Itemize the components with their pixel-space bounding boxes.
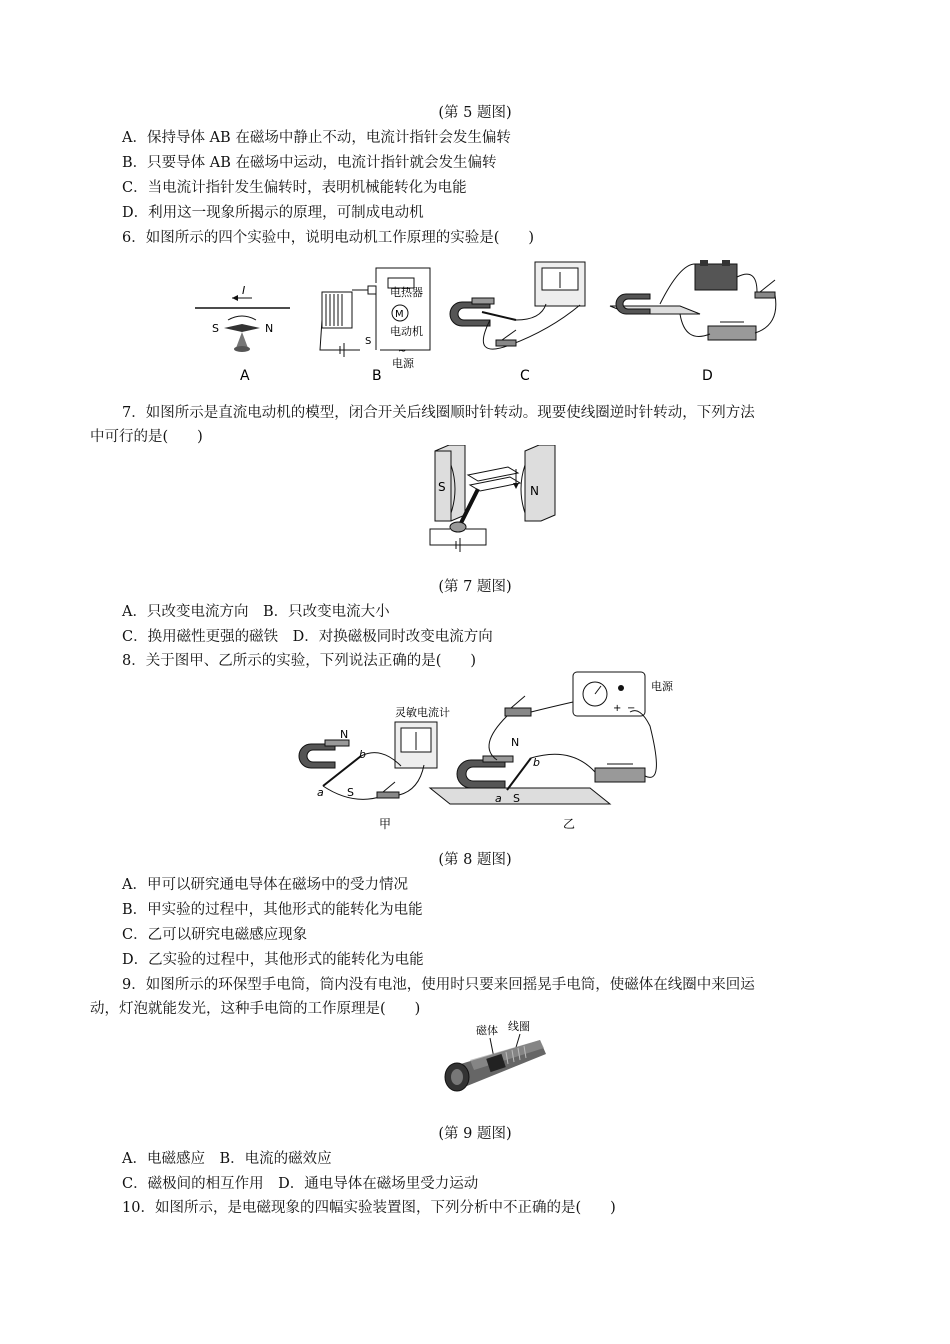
q8-option-b: B．甲实验的过程中，其他形式的能转化为电能: [122, 902, 423, 918]
q9-coil-label: 线圈: [508, 1020, 530, 1033]
q8-jia-n: N: [340, 728, 349, 741]
q5-option-b: B．只要导体 AB 在磁场中运动，电流计指针就会发生偏转: [122, 155, 497, 171]
q8-label-yi: 乙: [563, 817, 576, 831]
q6-fig-a: [195, 284, 290, 352]
q6-label-d: D: [702, 368, 713, 384]
q9-option-ab: A．电磁感应 B．电流的磁效应: [122, 1151, 332, 1167]
q8-yi-n: N: [511, 736, 520, 749]
q7-stem-line1: 7．如图所示是直流电动机的模型，闭合开关后线圈顺时针转动。现要使线圈逆时针转动，下列方法: [122, 405, 755, 421]
q8-option-c: C．乙可以研究电磁感应现象: [122, 927, 308, 943]
q6-motor-m: M: [395, 309, 404, 320]
q6-s-label: S: [212, 322, 219, 335]
q8-galvanometer-label: 灵敏电流计: [395, 706, 450, 719]
q8-label-jia: 甲: [379, 817, 392, 831]
q8-power-label: 电源: [651, 680, 673, 693]
q6-stem: 6．如图所示的四个实验中，说明电动机工作原理的实验是( ): [122, 230, 535, 246]
q8-jia-b: b: [359, 748, 366, 761]
q6-fig-b: [320, 268, 430, 370]
q5-caption: (第 5 题图): [438, 105, 512, 121]
q6-label-a: A: [240, 368, 250, 384]
q8-jia-s: S: [347, 786, 354, 799]
q6-label-c: C: [520, 368, 530, 384]
q9-stem-line2: 动，灯泡就能发光，这种手电筒的工作原理是( ): [90, 1001, 421, 1017]
q6-power-label: 电源: [392, 357, 414, 370]
q6-fig-c: [450, 262, 585, 349]
q8-figure: [295, 668, 695, 838]
q9-option-cd: C．磁极间的相互作用 D．通电导体在磁场里受力运动: [122, 1176, 479, 1192]
q6-label-b: B: [372, 368, 382, 384]
q7-stem-line2: 中可行的是( ): [90, 429, 203, 445]
q8-caption: (第 8 题图): [438, 852, 512, 868]
q9-flashlight-figure: [440, 1016, 550, 1094]
q5-option-a: A．保持导体 AB 在磁场中静止不动，电流计指针会发生偏转: [122, 130, 511, 146]
q6-ac-symbol: ~: [398, 346, 407, 357]
q6-motor-label: 电动机: [390, 325, 423, 338]
q5-option-c: C．当电流计指针发生偏转时，表明机械能转化为电能: [122, 180, 467, 196]
q6-current-label: I: [242, 284, 246, 297]
q7-caption: (第 7 题图): [438, 579, 512, 595]
q8-yi-a: a: [495, 792, 502, 805]
q8-option-a: A．甲可以研究通电导体在磁场中的受力情况: [122, 877, 408, 893]
q7-option-ab: A．只改变电流方向 B．只改变电流大小: [122, 604, 390, 620]
q9-caption: (第 9 题图): [438, 1126, 512, 1142]
q8-stem: 8．关于图甲、乙所示的实验，下列说法正确的是( ): [122, 653, 477, 669]
q8-yi-b: b: [533, 756, 540, 769]
q8-yi-minus: −: [627, 703, 636, 714]
q8-option-d: D．乙实验的过程中，其他形式的能转化为电能: [122, 952, 424, 968]
q6-n-label: N: [265, 322, 274, 335]
q7-motor-figure: [420, 445, 570, 553]
q8-yi-plus: +: [613, 703, 622, 714]
q8-yi-s: S: [513, 792, 520, 805]
q9-magnet-label: 磁体: [476, 1024, 498, 1037]
q7-option-cd: C．换用磁性更强的磁铁 D．对换磁极同时改变电流方向: [122, 629, 493, 645]
q7-pole-s: S: [438, 480, 446, 494]
q7-pole-n: N: [530, 484, 539, 498]
q10-stem: 10．如图所示，是电磁现象的四幅实验装置图，下列分析中不正确的是( ): [122, 1200, 616, 1216]
q6-switch-s: S: [365, 336, 372, 347]
q6-heater-label: 电热器: [390, 286, 423, 299]
q8-jia-a: a: [317, 786, 324, 799]
q9-stem-line1: 9．如图所示的环保型手电筒，筒内没有电池，使用时只要来回摇晃手电筒，使磁体在线圈中来回运: [122, 977, 755, 993]
q5-option-d: D．利用这一现象所揭示的原理，可制成电动机: [122, 205, 424, 221]
q6-fig-d: [610, 260, 776, 340]
q6-figure: [190, 250, 780, 390]
